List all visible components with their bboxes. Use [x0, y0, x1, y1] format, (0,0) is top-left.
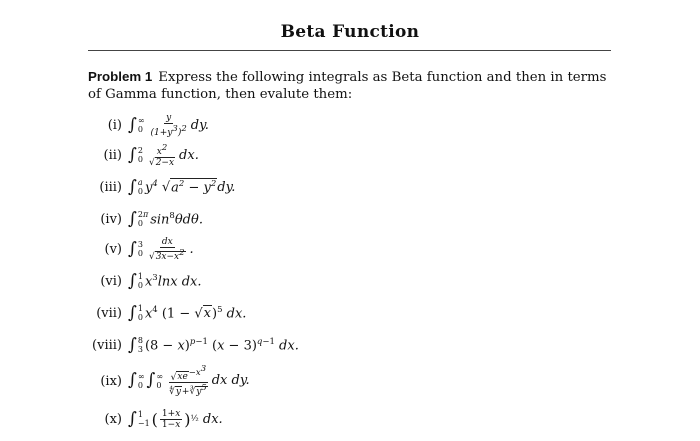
list-item-ix [92, 364, 612, 398]
integral-expression: ∫ 1 0 $x^3\ln x$ dx. [128, 270, 202, 291]
list-item-ii [92, 140, 612, 170]
list-item-vii [92, 298, 612, 328]
item-number: (x) [104, 411, 122, 427]
problem-label: Problem 1 [88, 69, 153, 84]
list-item-iv [92, 204, 612, 234]
list-item-viii [92, 330, 612, 360]
item-number: (ii) [103, 147, 122, 163]
integral-expression: ∫ 2 0 $\frac{x^2}{√2-x}$ dx. [128, 142, 199, 168]
integral-expression: ∫ 1 0 $x^4$ $(1 - √x)^5$ dx. [128, 302, 247, 323]
problem-text: Express the following integrals as Beta function and then in terms of Gamma function, then evalute them: [88, 70, 607, 102]
list-item-x [92, 402, 612, 436]
item-number: (v) [104, 241, 122, 257]
integral-expression: ∫ 1 −1 ( $\frac{1+x}{1-x}$ ) ½ dx. [128, 408, 223, 430]
list-item-iii [92, 172, 612, 202]
item-number: (vi) [100, 273, 122, 289]
item-number: (vii) [96, 305, 122, 321]
integral-expression: ∫ 2π 0 $\sin^8\theta d\theta$. [128, 208, 203, 229]
integral-expression: ∫ 3 0 $\frac{dx}{√3x-x^2}$ . [128, 236, 194, 262]
item-number: (viii) [92, 337, 122, 353]
item-number: (iii) [99, 179, 122, 195]
integral-expression: ∫ ∞ 0 ∫ ∞ 0 $\frac{√xe^{-x^3}}{∜y+∛y^5}$ dx dy. [128, 364, 250, 398]
list-item-i [92, 110, 612, 140]
integral-expression: ∫ a 0 $y^4$ √ $a^2 - y^2$ dy. [128, 176, 236, 197]
integral-expression: ∫ 8 3 $(8 - x)^{p-1}$ $(x - 3)^{q-1}$ dx. [128, 334, 299, 355]
item-number: (iv) [100, 211, 122, 227]
integral-expression: ∫ ∞ 0 $\frac{y}{(1+y^3)^2}$ dy. [128, 112, 209, 138]
item-number: (i) [107, 117, 122, 133]
item-number: (ix) [100, 373, 122, 389]
page-title: Beta Function [280, 22, 420, 42]
list-item-v [92, 234, 612, 264]
list-item-vi [92, 266, 612, 296]
